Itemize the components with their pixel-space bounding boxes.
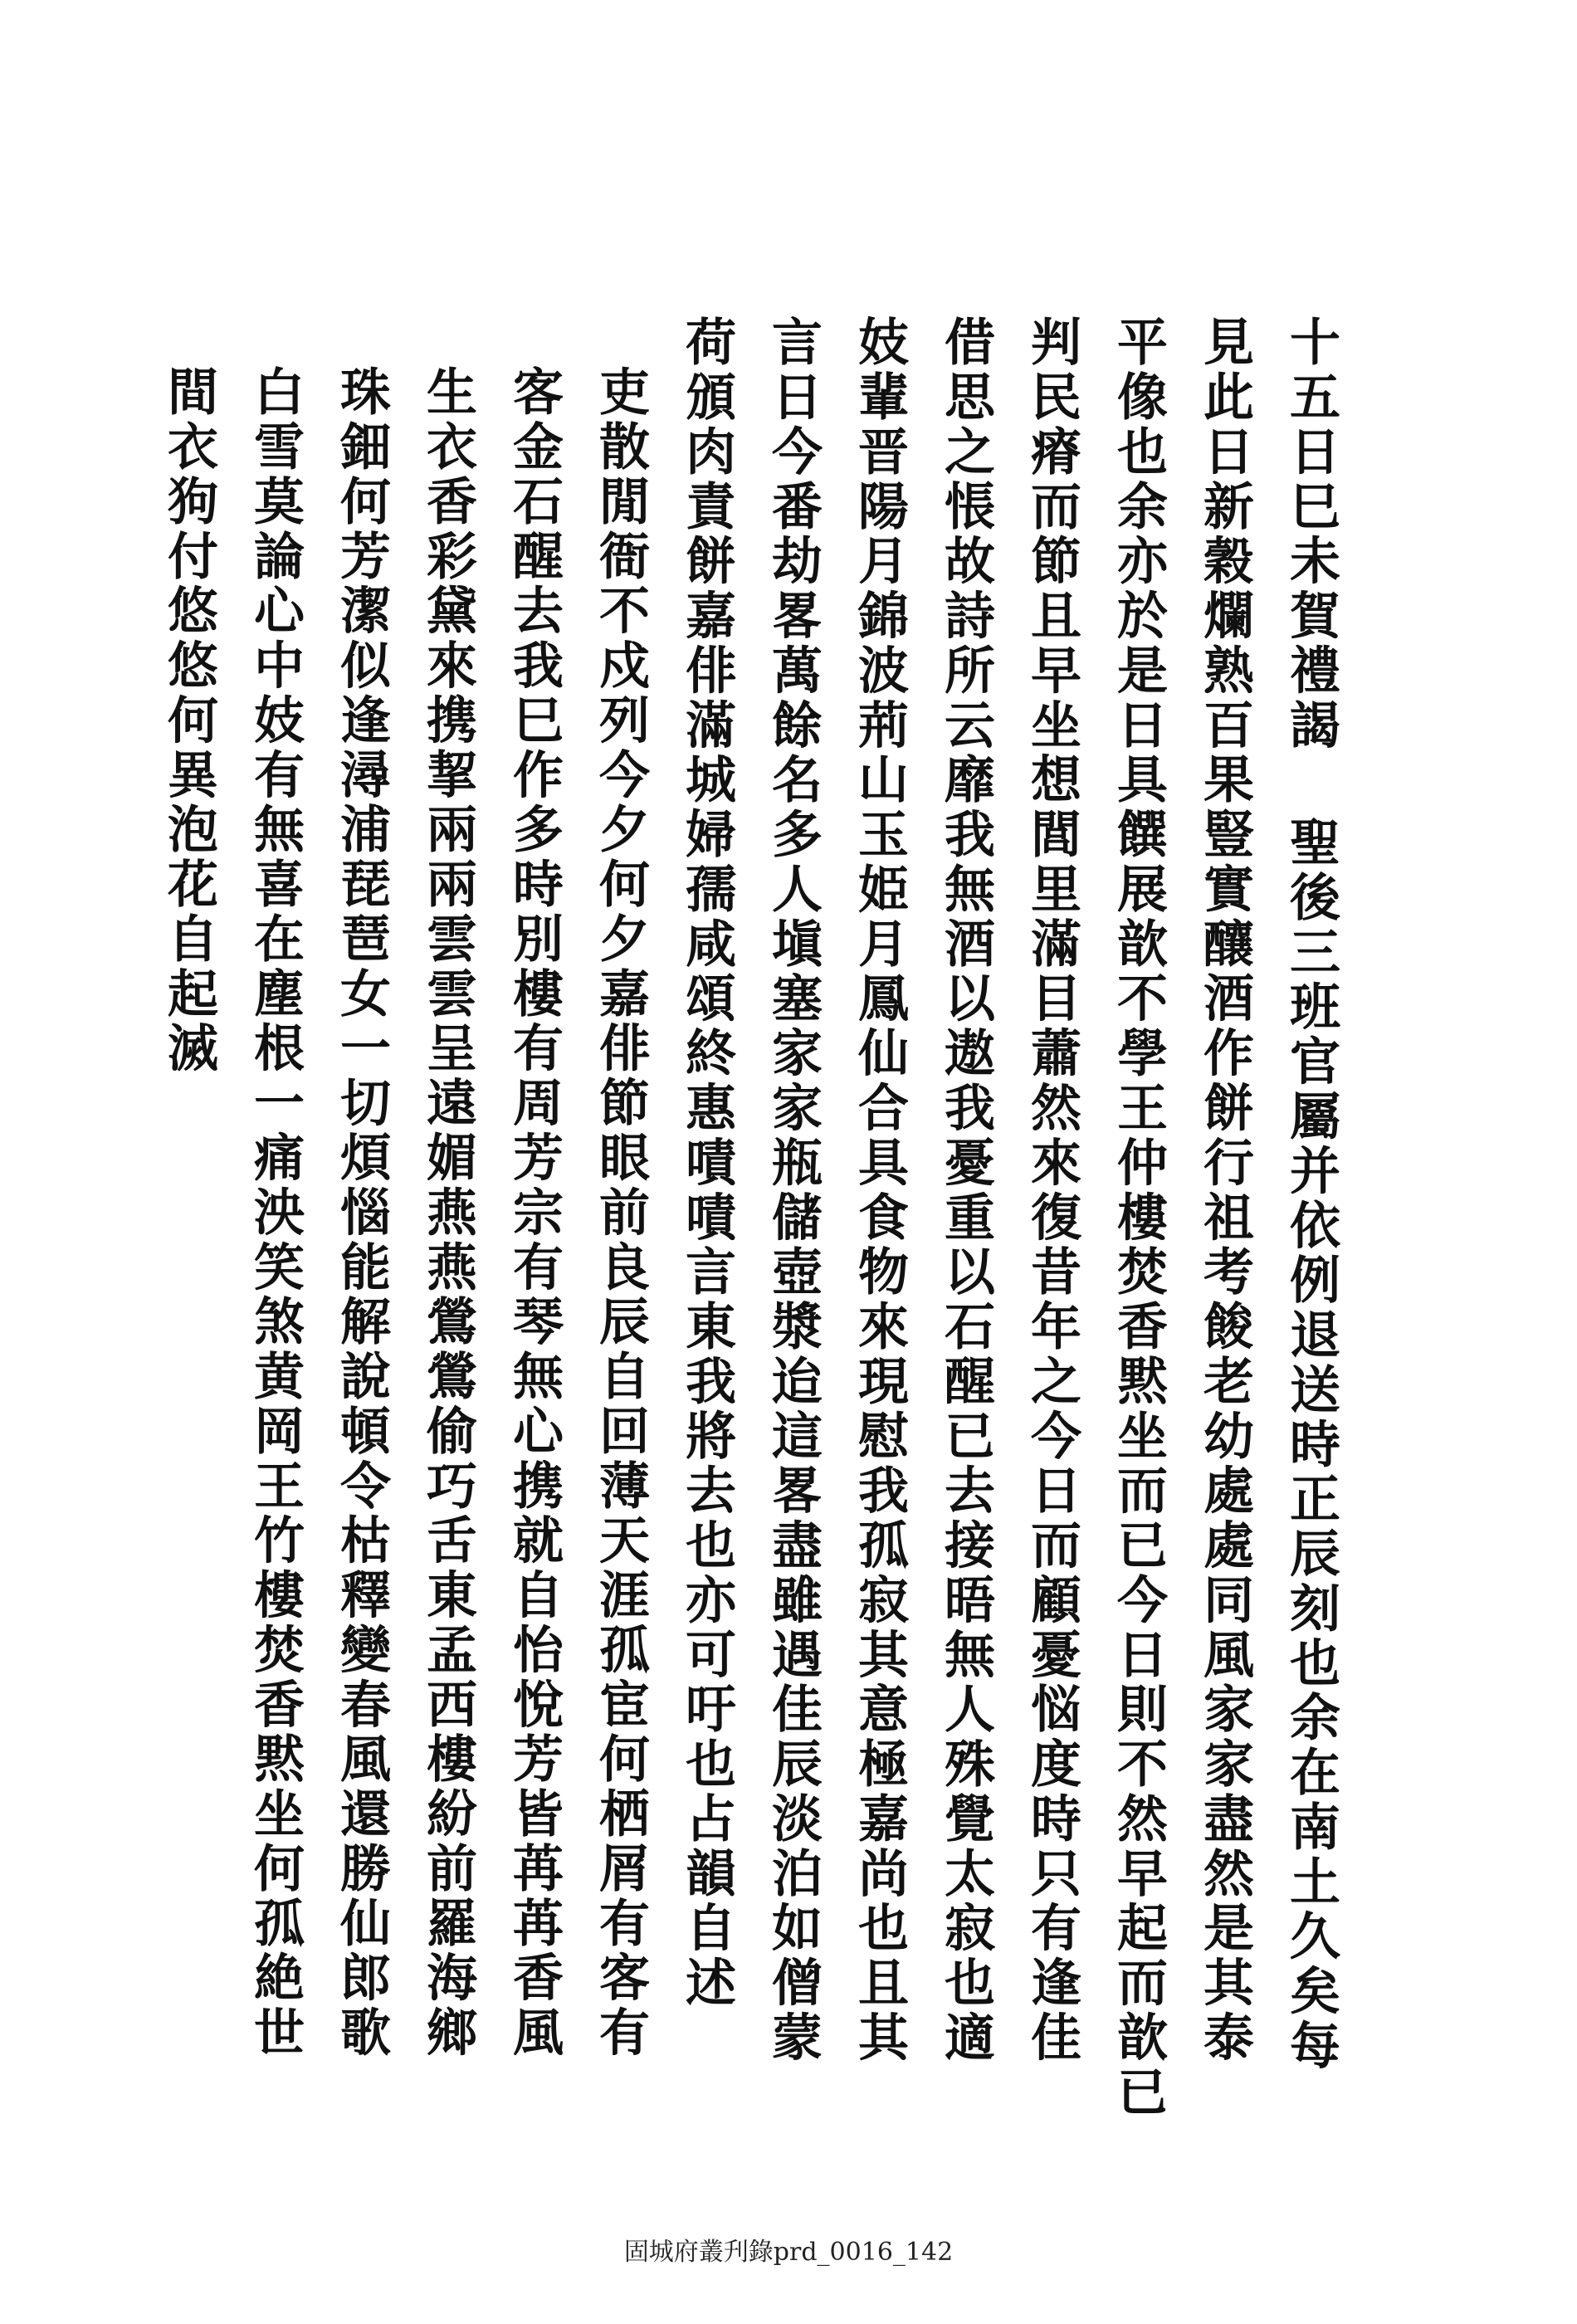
text-column-11: 生衣香彩黛來携挈兩兩雲雲呈遠媚燕燕鶯鶯偷巧舌東孟西樓紛前羅海鄉 <box>418 365 477 2061</box>
text-column-12: 珠鈿何芳潔似逢潯浦琵琶女一切煩惱能解說頓令枯釋變春風還勝仙郎歌 <box>332 365 391 2061</box>
text-column-13: 白雪莫論心中妓有無喜在塵根一痛泱笑煞黄岡王竹樓焚香黙坐何孤絶世 <box>246 365 305 2061</box>
text-column-1: 十五日巳未賀禮謁 聖後三班官屬并依例退送時正辰刻也余在南土久矣每 <box>1282 315 1340 2074</box>
text-column-7: 言日今番劫畧萬餘名多人塡塞家家瓶儲壺漿迨這畧盡雖遇佳辰淡泊如僧蒙 <box>764 315 823 2066</box>
text-column-6: 妓輩晋陽月錦波荊山玉姫月鳳仙合具食物來現慰我孤寂其意極嘉尚也且其 <box>850 315 909 2066</box>
text-column-3: 平像也余亦於是日具饌展歆不學王仲樓焚香黙坐而已今日則不然早起而歆已 <box>1109 315 1168 2121</box>
text-column-8: 荷頒肉責餅嘉俳滿城婦孺咸頌終惠嘖嘖言東我將去也亦可吁也占韻自述 <box>677 315 736 2011</box>
text-column-2: 見此日新穀爛熟百果豎實釀酒作餅行祖考餕老幼處處同風家家盡然是其泰 <box>1195 315 1254 2066</box>
manuscript-text-block <box>159 315 1340 2121</box>
page-caption: 固城府叢刋錄prd_0016_142 <box>623 2238 954 2267</box>
text-column-14: 間衣狗付悠悠何異泡花自起滅 <box>159 365 218 1077</box>
text-column-9: 吏散閒衙不戍列今夕何夕嘉俳節眼前良辰自回薄天涯孤宦何栖屑有客有 <box>591 365 650 2061</box>
text-column-4: 判民瘠而節且早坐想閭里滿目蕭然來復昔年之今日而顧憂悩度時只有逢佳 <box>1023 315 1081 2066</box>
text-column-5: 借思之悵故詩所云靡我無酒以遨我憂重以石醒已去接晤無人殊覺太寂也適 <box>936 315 995 2066</box>
text-column-10: 客金石醒去我巳作多時別樓有周芳宗有琴無心携就自怡悅芳皆苒苒香風 <box>505 365 564 2061</box>
